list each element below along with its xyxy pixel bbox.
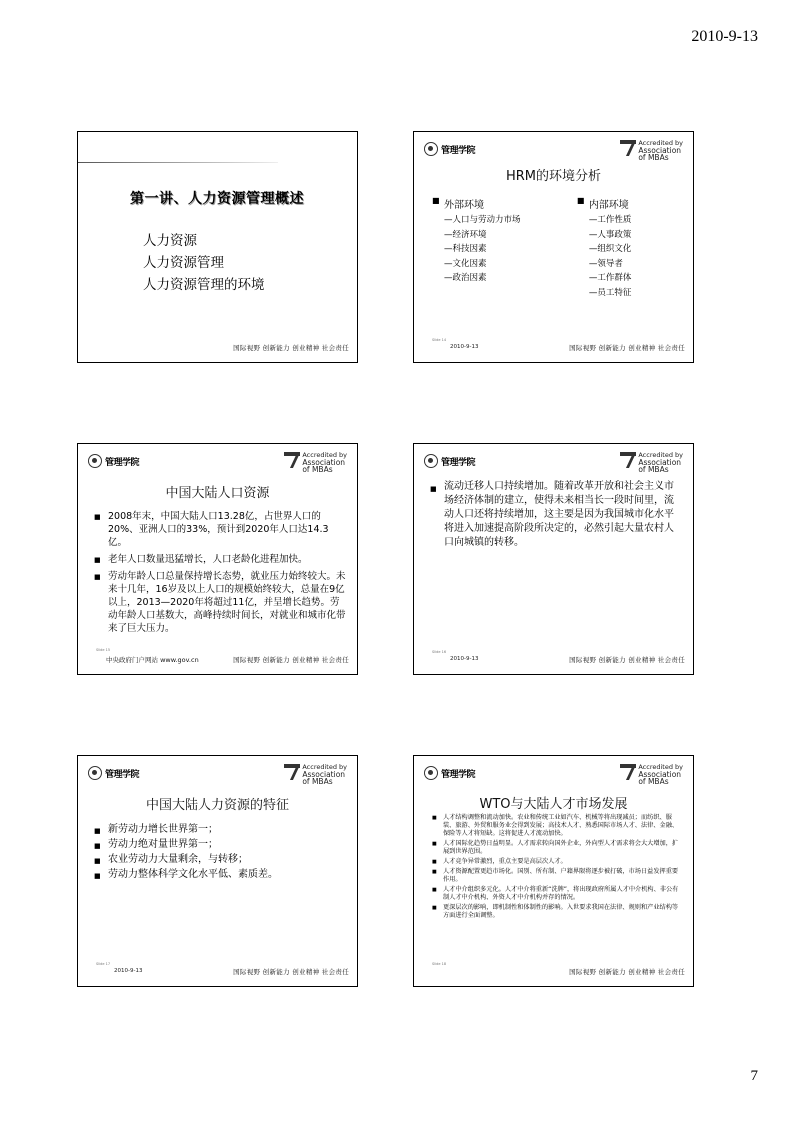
school-logo xyxy=(88,454,139,468)
topic-list xyxy=(143,230,265,296)
amba-line: of MBAs xyxy=(302,777,333,786)
seal-icon xyxy=(424,766,438,780)
list-item: ■ 人才资源配置更趋市场化。国别、所有制、户籍界限将逐步被打破，市场日益发挥重要作用。 xyxy=(432,868,679,884)
list-item: —文化因素 xyxy=(444,258,487,269)
amba-line: Association xyxy=(638,458,682,467)
amba-logo xyxy=(620,452,683,473)
slide-title: 中国大陆人力资源的特征 xyxy=(145,798,289,813)
external-column xyxy=(432,196,577,300)
slide-footer: 国际视野 创新能力 创业精神 社会责任 xyxy=(233,344,349,352)
list-item: ■ 人才国际化趋势日益明显。人才需求转向国外企业，外向型人才需求将会大大增加，扩展到世界范围。 xyxy=(432,840,679,856)
slide-date: 2010-9-13 xyxy=(450,656,479,662)
amba-line: Accredited by xyxy=(638,451,683,459)
decorative-line xyxy=(78,162,278,163)
column-heading: ■ 外部环境 xyxy=(432,196,577,211)
amba-mark-icon xyxy=(620,140,636,156)
amba-logo xyxy=(284,452,347,473)
amba-line: Accredited by xyxy=(638,763,683,771)
amba-mark-icon xyxy=(284,452,300,468)
header-date: 2010-9-13 xyxy=(691,28,758,45)
environment-columns xyxy=(432,196,683,300)
list-item: —领导者 xyxy=(588,258,623,269)
list-item: —工作性质 xyxy=(588,215,632,225)
topic-item: 人力资源管理 xyxy=(143,255,224,271)
slide-title: HRM的环境分析 xyxy=(505,169,602,184)
amba-line: Association xyxy=(638,770,682,779)
amba-line: Accredited by xyxy=(638,139,683,147)
topic-item: 人力资源 xyxy=(143,233,197,249)
list-item: ■ 2008年末，中国大陆人口13.28亿，占世界人口的20%、亚洲人口的33%，预计到2020年人口达14.3亿。 xyxy=(94,510,347,549)
seal-icon xyxy=(424,454,438,468)
slide-footer: 国际视野 创新能力 创业精神 社会责任 xyxy=(569,344,685,352)
slide-number: Slide 17 xyxy=(96,962,111,966)
slide-4 xyxy=(413,443,694,675)
source-note: 中央政府门户网站 www.gov.cn xyxy=(106,656,199,664)
list-item: ■ 劳动年龄人口总量保持增长态势，就业压力始终较大。未来十几年，16岁及以上人口的规模始终较大，总量在9亿以上，2013—2020年将超过11亿，并呈增长趋势。劳动年龄人口基数大，高峰持续时间长，对就业和城市化带来了巨大压力。 xyxy=(94,570,347,635)
seal-icon xyxy=(424,142,438,156)
list-item: ■ 劳动力绝对量世界第一； xyxy=(94,837,347,852)
bullet-list xyxy=(432,814,679,922)
slide-footer: 国际视野 创新能力 创业精神 社会责任 xyxy=(569,968,685,976)
internal-column xyxy=(577,196,683,300)
amba-line: Accredited by xyxy=(302,451,347,459)
list-item: ■ 老年人口数量迅猛增长，人口老龄化进程加快。 xyxy=(94,553,347,566)
school-logo xyxy=(424,766,475,780)
list-item: ■ 劳动力整体科学文化水平低、素质差。 xyxy=(94,867,347,882)
amba-line: Association xyxy=(302,770,346,779)
slide-date: 2010-9-13 xyxy=(114,968,143,974)
column-heading: ■ 内部环境 xyxy=(577,196,683,211)
bullet-list xyxy=(430,480,683,550)
list-item: —人口与劳动力市场 xyxy=(444,215,521,225)
amba-line: of MBAs xyxy=(638,465,669,474)
bullet-list xyxy=(94,510,347,639)
slide-title: WTO与大陆人才市场发展 xyxy=(479,797,628,812)
page-number: 7 xyxy=(750,1068,758,1084)
list-item: —科技因素 xyxy=(444,244,487,254)
list-item: ■ 农业劳动力大量剩余，与转移； xyxy=(94,852,347,867)
slide-title: 中国大陆人口资源 xyxy=(165,486,270,501)
slide-number: Slide 18 xyxy=(432,962,447,966)
amba-logo xyxy=(284,764,347,785)
logo-text: 管理学院 xyxy=(441,769,476,780)
amba-line: Association xyxy=(638,146,682,155)
list-item: ■ 人才中介组织多元化。人才中介将重新“洗牌”，将出现政府所属人才中介机构、非公有制人才中介机构、外资人才中介机构并存的情况。 xyxy=(432,886,679,902)
logo-text: 管理学院 xyxy=(105,769,140,780)
amba-mark-icon xyxy=(284,764,300,780)
school-logo xyxy=(88,766,139,780)
amba-line: of MBAs xyxy=(638,153,669,162)
amba-logo xyxy=(620,140,683,161)
slide-footer: 国际视野 创新能力 创业精神 社会责任 xyxy=(569,656,685,664)
slide-2 xyxy=(413,131,694,363)
slide-date: 2010-9-13 xyxy=(450,344,479,350)
slide-number: Slide 16 xyxy=(432,650,447,654)
amba-mark-icon xyxy=(620,452,636,468)
list-item: —工作群体 xyxy=(588,273,632,283)
list-item: ■ 更深层次的影响，即机制性和体制性的影响。入世要求我国在法律、规则和产业结构等方面进行全面调整。 xyxy=(432,904,679,920)
seal-icon xyxy=(88,454,102,468)
amba-line: of MBAs xyxy=(638,777,669,786)
slide-number: Slide 15 xyxy=(96,648,111,652)
list-item: —员工特征 xyxy=(588,287,632,298)
slide-title: 第一讲、人力资源管理概述 xyxy=(130,191,304,207)
list-item: —组织文化 xyxy=(588,244,632,254)
list-item: —经济环境 xyxy=(444,229,487,240)
list-item: ■ 新劳动力增长世界第一； xyxy=(94,822,347,837)
amba-line: Accredited by xyxy=(302,763,347,771)
topic-item: 人力资源管理的环境 xyxy=(143,277,265,293)
list-item: —政治因素 xyxy=(444,273,487,283)
seal-icon xyxy=(88,766,102,780)
amba-logo xyxy=(620,764,683,785)
logo-text: 管理学院 xyxy=(105,457,140,468)
slide-footer: 国际视野 创新能力 创业精神 社会责任 xyxy=(233,968,349,976)
list-item: ■ 人才结构调整和流动加快。农业和传统工业如汽车、机械等将出现减员；而纺织、服装、旅游、外贸和服务业会得到发展；高技术人才、熟悉国际市场人才、法律、金融、保险等人才将短缺。这将促进人才流动加快。 xyxy=(432,814,679,838)
slide-3 xyxy=(77,443,358,675)
school-logo xyxy=(424,142,475,156)
slide-5 xyxy=(77,755,358,987)
amba-line: of MBAs xyxy=(302,465,333,474)
list-item: ■ 人才竞争异常激烈，重点主要是高层次人才。 xyxy=(432,858,679,866)
logo-text: 管理学院 xyxy=(441,145,476,156)
amba-mark-icon xyxy=(620,764,636,780)
list-item: —人事政策 xyxy=(588,229,632,240)
bullet-list xyxy=(94,822,347,882)
list-item: ■ 流动迁移人口持续增加。随着改革开放和社会主义市场经济体制的建立，使得未来相当长一段时间里，流动人口还将持续增加，这主要是因为我国城市化水平将进入加速提高阶段所决定的，必然引起大量农村人口向城镇的转移。 xyxy=(430,480,683,550)
logo-text: 管理学院 xyxy=(441,457,476,468)
slide-6 xyxy=(413,755,694,987)
school-logo xyxy=(424,454,475,468)
slide-footer: 国际视野 创新能力 创业精神 社会责任 xyxy=(233,656,349,664)
amba-line: Association xyxy=(302,458,346,467)
slide-number: Slide 14 xyxy=(432,338,447,342)
slide-1 xyxy=(77,131,358,363)
